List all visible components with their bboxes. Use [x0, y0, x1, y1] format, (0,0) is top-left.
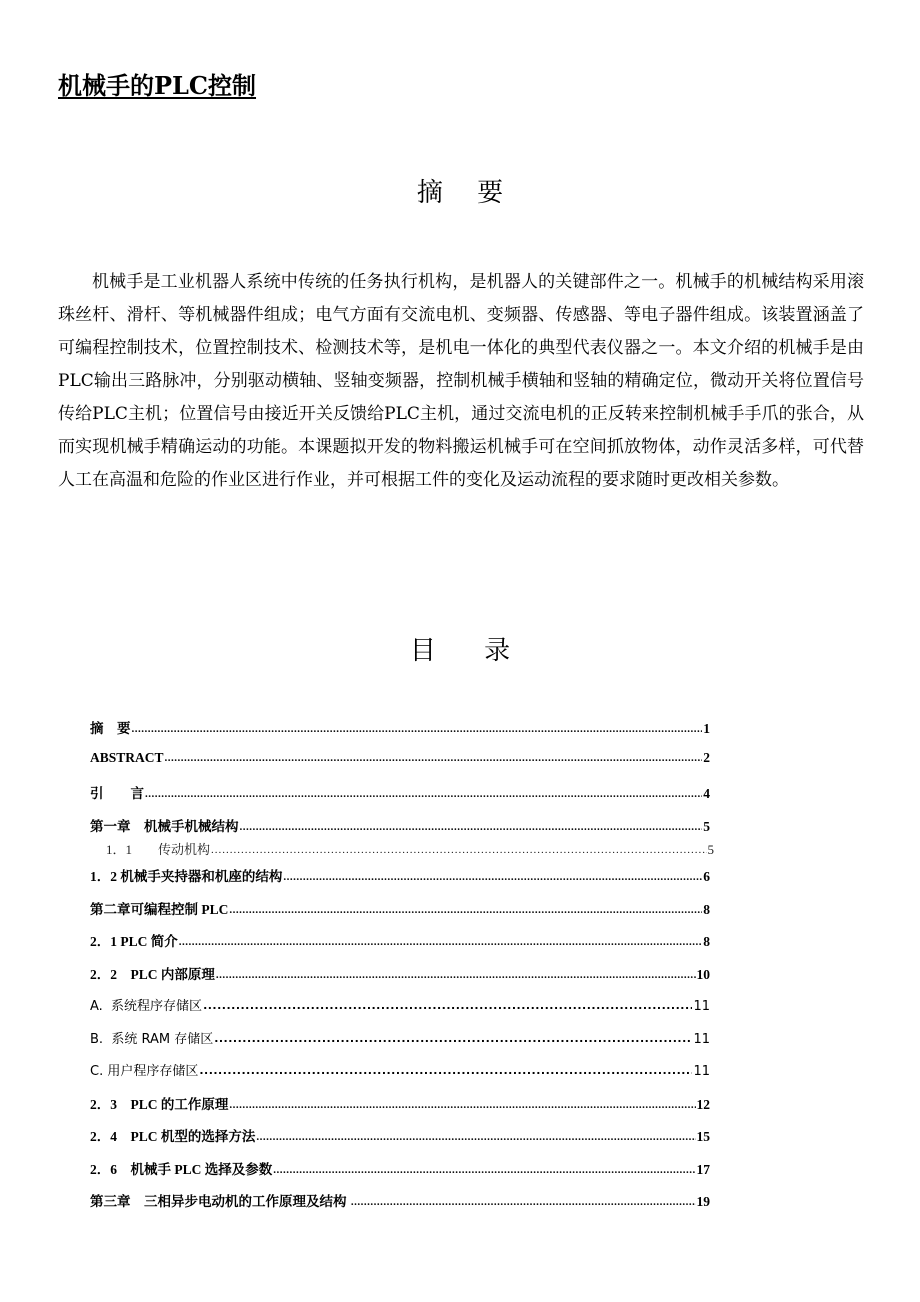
toc-entry-label: 第二章可编程控制 PLC	[90, 901, 229, 917]
document-title: 机械手的PLC控制	[58, 71, 257, 100]
toc-entry-page: 11	[693, 1064, 710, 1079]
toc-entry-page: 11	[693, 999, 710, 1014]
abstract-paragraph: 机械手是工业机器人系统中传统的任务执行机构，是机器人的关键部件之一。机械手的机械结构采用滚珠丝杆、滑杆、等机械器件组成；电气方面有交流电机、变频器、传感器、等电子器件组成。该装置涵盖了可编程控制技术，位置控制技术、检测技术等，是机电一体化的典型代表仪器之一。本文介绍的机械手是由PLC输出三路脉冲，分别驱动横轴、竖轴变频器，控制机械手横轴和竖轴的精确定位，微动开关将位置信号传给PLC主机；位置信号由接近开关反馈给PLC主机，通过交流电机的正反转来控制机械手手爪的张合，从而实现机械手精确运动的功能。本课题拟开发的物料搬运机械手可在空间抓放物体，动作灵活多样，可代替人工在高温和危险的作业区进行作业，并可根据工件的变化及运动流程的要求随时更改相关参数。	[58, 272, 864, 490]
toc-leader-dots	[203, 998, 692, 1013]
toc-entry-page: 5	[703, 818, 710, 834]
toc-subentry[interactable]	[90, 839, 714, 865]
toc-leader-dots	[240, 818, 703, 834]
toc-entry-page: 8	[703, 901, 710, 917]
toc-entry-page: 8	[703, 934, 710, 949]
toc-entry-page: 15	[696, 1129, 710, 1144]
toc-leader-dots	[216, 966, 696, 982]
toc-leader-dots	[145, 785, 702, 801]
toc-entry[interactable]	[90, 963, 710, 996]
toc-entry[interactable]	[90, 1190, 710, 1223]
toc-entry[interactable]	[90, 1158, 710, 1191]
toc-entry-page: 11	[693, 1031, 710, 1047]
toc-leader-dots	[351, 1193, 696, 1209]
toc-entry-label: 1．1 传动机构	[106, 842, 211, 857]
toc-entry-label: 2．6 机械手 PLC 选择及参数	[90, 1161, 273, 1177]
toc-leader-dots	[229, 1096, 695, 1112]
toc-entry[interactable]	[90, 898, 710, 931]
toc-leader-dots	[283, 868, 702, 884]
toc-entry[interactable]	[90, 1093, 710, 1126]
toc-leader-dots	[273, 1161, 695, 1177]
toc-leader-dots	[229, 901, 702, 917]
toc-entry-label: B. 系统 RAM 存储区	[90, 1031, 214, 1047]
toc-entry[interactable]	[90, 750, 710, 783]
toc-entry-label: C. 用户程序存储区	[90, 1064, 199, 1079]
toc-entry[interactable]	[90, 1125, 710, 1158]
toc-entry[interactable]	[90, 717, 710, 750]
toc-entry[interactable]	[90, 782, 710, 815]
toc-entry[interactable]	[90, 865, 710, 898]
toc-entry-page: 17	[696, 1161, 710, 1177]
toc-entry-page: 10	[696, 966, 710, 982]
toc-leader-dots	[165, 749, 703, 765]
toc-entry-page: 12	[696, 1096, 710, 1112]
toc-entry-label: 2．4 PLC 机型的选择方法	[90, 1129, 256, 1144]
toc-entry-page: 19	[696, 1194, 710, 1209]
toc-entry-page: 6	[703, 869, 710, 884]
toc-entry-label: 1．2 机械手夹持器和机座的结构	[90, 869, 283, 884]
toc-entry[interactable]	[90, 930, 710, 963]
toc-entry-page: 1	[703, 721, 710, 736]
toc-entry-page: 5	[707, 842, 714, 857]
table-of-contents	[90, 717, 714, 1223]
toc-leader-dots	[214, 1031, 692, 1046]
toc-heading: 目 录	[409, 636, 511, 666]
toc-entry-label: 2．3 PLC 的工作原理	[90, 1096, 229, 1112]
toc-entry-label: 第三章 三相异步电动机的工作原理及结构	[90, 1194, 350, 1209]
toc-leader-dots	[199, 1063, 692, 1078]
toc-entry-label: 2．1 PLC 简介	[90, 934, 178, 949]
toc-entry-label: 第一章 机械手机械结构	[90, 818, 239, 834]
toc-leader-dots	[179, 933, 703, 949]
toc-entry[interactable]	[90, 995, 710, 1028]
toc-entry-page: 2	[703, 749, 710, 765]
toc-entry-label: A. 系统程序存储区	[90, 999, 203, 1014]
toc-entry-label: ABSTRACT	[90, 749, 164, 765]
toc-entry-label: 摘 要	[90, 721, 131, 736]
toc-leader-dots	[132, 720, 703, 736]
toc-entry[interactable]	[90, 1028, 710, 1061]
toc-leader-dots	[211, 841, 706, 857]
toc-entry-page: 4	[703, 786, 710, 801]
abstract-heading: 摘 要	[416, 178, 504, 208]
toc-entry-label: 2．2 PLC 内部原理	[90, 966, 215, 982]
toc-leader-dots	[256, 1128, 695, 1144]
toc-entry-label: 引 言	[90, 786, 144, 801]
toc-entry[interactable]	[90, 1060, 710, 1093]
